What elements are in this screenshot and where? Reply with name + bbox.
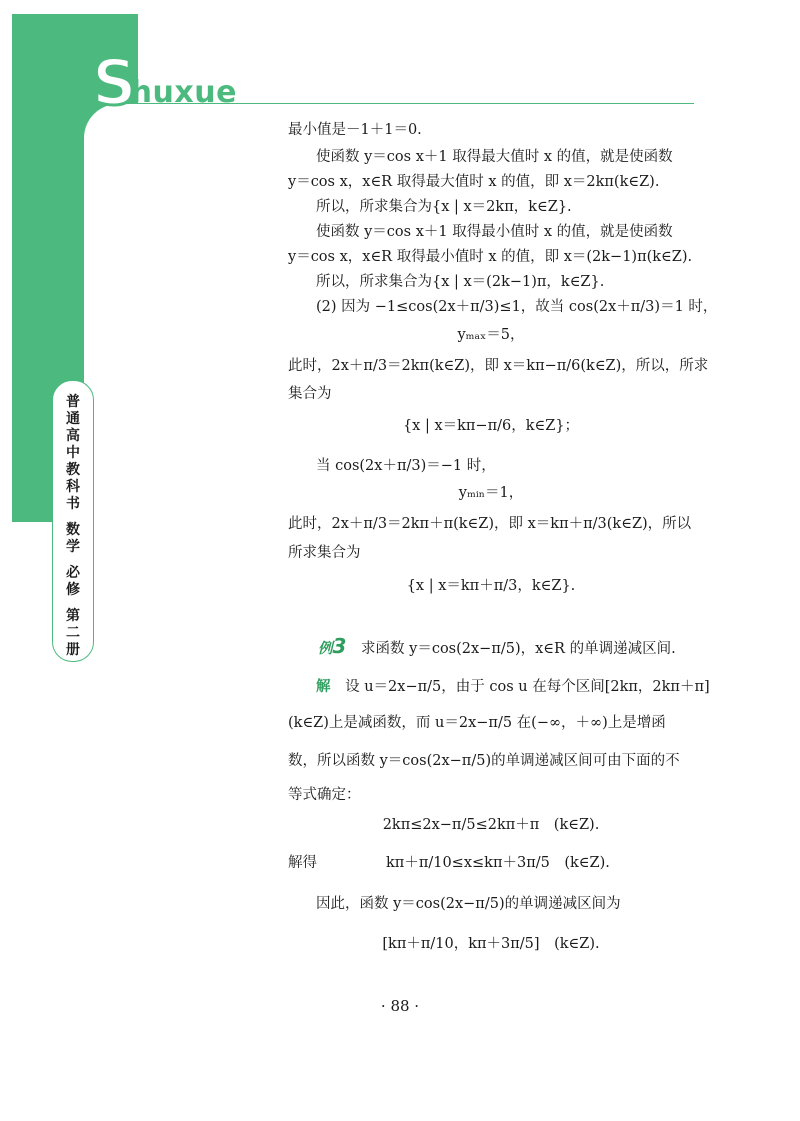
text-line: 使函数 y＝cos x＋1 取得最大值时 x 的值，就是使函数 [316,149,673,165]
formula-inequality: 2kπ≤2x−π/5≤2kπ＋π (k∈Z). [382,817,600,833]
text-line: y＝cos x，x∈R 取得最小值时 x 的值，即 x＝(2k−1)π(k∈Z). [288,249,693,265]
formula-set-min: {x | x＝kπ−π/6，k∈Z}； [402,418,580,434]
formula-ymax: yₘₐₓ＝5， [457,327,525,343]
shuxue-logo [92,46,237,119]
sidebar-book-title [52,394,94,659]
text-line-label: 解得 [288,855,317,871]
text-line: 此时，2x＋π/3＝2kπ＋π(k∈Z)，即 x＝kπ＋π/3(k∈Z)，所以 [288,516,692,532]
sidebar-subject: 数学 [66,522,80,555]
page-number: · 88 · [380,997,420,1015]
text-line: 此时，2x＋π/3＝2kπ(k∈Z)，即 x＝kπ−π/6(k∈Z)，所以，所求 [288,358,709,374]
solution-label: 解 [316,678,331,695]
text-line: 集合为 [288,386,332,402]
text-line: (k∈Z)上是减函数，而 u＝2x−π/5 在(−∞，＋∞)上是增函 [288,715,666,731]
sidebar-required: 必修 [66,565,80,598]
formula-ymin: yₘᵢₙ＝1， [458,485,524,501]
text-line: 使函数 y＝cos x＋1 取得最小值时 x 的值，就是使函数 [316,224,673,240]
text-line: 等式确定： [288,787,361,803]
text-line: 所以，所求集合为{x | x＝(2k−1)π，k∈Z}. [316,274,605,290]
solution-text: 设 u＝2x−π/5，由于 cos u 在每个区间[2kπ，2kπ＋π] [345,679,710,695]
text-line: 所求集合为 [288,545,361,561]
formula-set-max: {x | x＝kπ＋π/3，k∈Z}. [406,578,576,594]
text-line: 数，所以函数 y＝cos(2x−π/5)的单调递减区间可由下面的不 [288,753,680,769]
band-cutout [84,104,164,544]
example-text: 求函数 y＝cos(2x−π/5)，x∈R 的单调递减区间. [361,641,676,657]
text-line: 最小值是－1＋1＝0. [288,122,422,138]
formula-interval: [kπ＋π/10，kπ＋3π/5] (k∈Z). [382,936,600,952]
text-line: 因此，函数 y＝cos(2x−π/5)的单调递减区间为 [316,896,621,912]
sidebar-volume: 第二册 [66,608,80,658]
text-line: (2) 因为 −1≤cos(2x＋π/3)≤1，故当 cos(2x＋π/3)＝1 时， [316,299,718,315]
logo-initial: S [92,46,137,119]
formula-solution: kπ＋π/10≤x≤kπ＋3π/5 (k∈Z). [386,855,610,871]
example-label: 例3 [318,634,347,658]
text-line: 当 cos(2x＋π/3)＝−1 时， [316,458,496,474]
sidebar-series: 普通高中教科书 [66,394,80,512]
text-line: 所以，所求集合为{x | x＝2kπ，k∈Z}. [316,199,572,215]
solution-line [316,677,710,697]
text-line: y＝cos x，x∈R 取得最大值时 x 的值，即 x＝2kπ(k∈Z). [288,174,660,190]
logo-rest: huxue [130,75,237,110]
example-heading [318,636,676,659]
